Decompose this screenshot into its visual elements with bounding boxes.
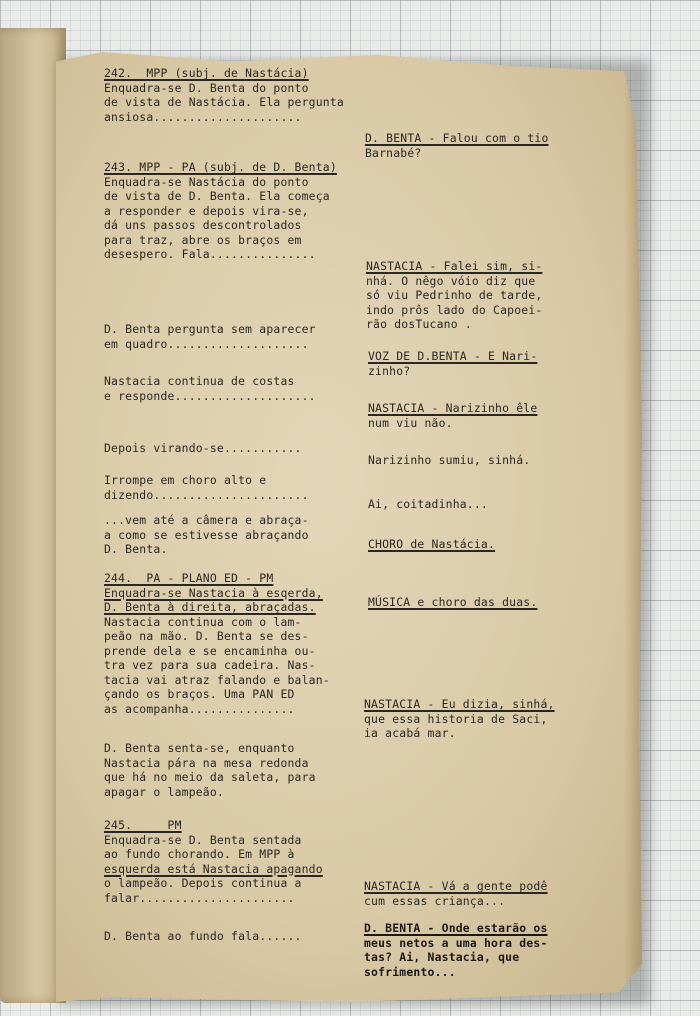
typed-line: esquerda está Nastacia apagando xyxy=(104,861,323,876)
typed-line: cum essas criança... xyxy=(364,893,506,908)
left-block xyxy=(104,818,323,905)
typed-line: D. BENTA - Onde estarão os xyxy=(364,921,548,935)
typed-line: NASTACIA - Falei sim, si- xyxy=(366,259,543,273)
typed-line: Ai, coitadinha... xyxy=(368,497,488,511)
typed-line: tra vez para sua cadeira. Nas- xyxy=(104,658,316,672)
typed-line: peão na mão. D. Benta se des- xyxy=(104,629,309,643)
typed-line: ao fundo chorando. Em MPP à xyxy=(104,847,295,861)
typed-line: D. Benta ao fundo fala...... xyxy=(104,929,302,943)
left-block xyxy=(104,473,309,502)
right-block xyxy=(364,879,548,908)
right-block xyxy=(368,453,530,468)
typed-line: Irrompe em choro alto e xyxy=(104,473,267,487)
typed-line: de vista de D. Benta. Ela começa xyxy=(104,189,330,203)
typed-line: rão dosTucano . xyxy=(366,317,472,331)
typed-line: as acompanha............... xyxy=(104,701,295,716)
left-block xyxy=(104,322,316,351)
typed-line: que há no meio da saleta, para xyxy=(104,770,316,784)
typed-line: o lampeão. Depois continua a xyxy=(104,876,302,890)
typed-line: tas? Ai, Nastacia, que xyxy=(364,950,520,964)
left-block xyxy=(104,929,302,944)
right-block xyxy=(368,537,495,552)
typed-line: 243. MPP - PA (subj. de D. Benta) xyxy=(104,160,337,174)
typed-line: e responde.................... xyxy=(104,388,316,403)
typed-line: Enquadra-se Nastácia do ponto xyxy=(104,174,309,189)
right-block xyxy=(368,497,488,512)
typed-line: para traz, abre os braços em xyxy=(104,232,302,247)
typed-line: D. Benta. xyxy=(104,542,168,556)
typed-line: indo prôs lado do Capoei- xyxy=(366,302,543,317)
typed-line: Nastacia pára na mesa redonda xyxy=(104,755,309,770)
typed-line: num viu não. xyxy=(368,415,453,430)
right-block xyxy=(366,259,542,332)
typed-line: Nastacia continua com o lam- xyxy=(104,614,302,629)
typed-line: Enquadra-se Nastacia à esqerda, xyxy=(104,585,323,600)
typed-line: MÚSICA e choro das duas. xyxy=(368,595,538,609)
right-block xyxy=(364,697,555,741)
typed-line: çando os braços. Uma PAN ED xyxy=(104,687,295,701)
typed-line: meus netos a uma hora des- xyxy=(364,935,548,950)
left-block xyxy=(104,441,302,456)
typed-line: NASTACIA - Vá a gente podê xyxy=(364,879,548,893)
left-block xyxy=(104,374,316,403)
left-block xyxy=(104,66,344,124)
typed-line: só viu Pedrinho de tarde, xyxy=(366,288,543,302)
right-block xyxy=(368,349,537,378)
typed-line: 245. PM xyxy=(104,818,182,832)
typed-line: ansiosa..................... xyxy=(104,109,302,124)
left-block xyxy=(104,571,330,716)
typed-line: Barnabé? xyxy=(365,145,422,160)
typed-line: CHORO de Nastácia. xyxy=(368,537,496,551)
right-block xyxy=(368,401,537,430)
right-block xyxy=(365,131,549,160)
typed-line: zinho? xyxy=(368,363,411,378)
typed-line: dá uns passos descontrolados xyxy=(104,218,302,232)
right-block xyxy=(364,921,548,979)
typed-line: D. Benta à direita, abraçadas. xyxy=(104,600,316,614)
typed-line: VOZ DE D.BENTA - E Nari- xyxy=(368,349,538,363)
typed-line: NASTACIA - Narizinho êle xyxy=(368,401,538,415)
typed-line: dizendo...................... xyxy=(104,487,309,502)
typed-line: ...vem até a câmera e abraça- xyxy=(104,513,309,527)
typed-line: Enquadra-se D. Benta do ponto xyxy=(104,80,309,95)
typed-line: Depois virando-se........... xyxy=(104,441,302,455)
typed-line: D. Benta senta-se, enquanto xyxy=(104,741,295,755)
typed-line: Nastacia continua de costas xyxy=(104,374,295,388)
left-block xyxy=(104,741,316,799)
typed-line: ia acabá mar. xyxy=(364,726,456,740)
typed-line: desespero. Fala............... xyxy=(104,247,316,261)
typed-line: sofrimento... xyxy=(364,964,456,979)
typed-line: apagar o lampeão. xyxy=(104,784,224,799)
typed-line: que essa historia de Saci, xyxy=(364,711,548,726)
left-block xyxy=(104,513,309,557)
typed-line: a como se estivesse abraçando xyxy=(104,527,309,542)
typed-line: 242. MPP (subj. de Nastácia) xyxy=(104,66,309,80)
typed-line: de vista de Nastácia. Ela pergunta xyxy=(104,95,344,109)
right-block xyxy=(368,595,537,610)
typed-line: D. Benta pergunta sem aparecer xyxy=(104,322,316,336)
typed-line: tacia vai atraz falando e balan- xyxy=(104,672,330,687)
typed-line: Narizinho sumiu, sinhá. xyxy=(368,453,531,467)
typed-line: em quadro.................... xyxy=(104,336,309,351)
left-block xyxy=(104,160,337,262)
typed-line: a responder e depois vira-se, xyxy=(104,203,309,218)
typed-line: prende dela e se encaminha ou- xyxy=(104,643,316,658)
typed-line: Enquadra-se D. Benta sentada xyxy=(104,832,302,847)
typed-line: falar...................... xyxy=(104,890,295,905)
typed-line: D. BENTA - Falou com o tio xyxy=(365,131,549,145)
typed-line: nhá. O nêgo vóio diz que xyxy=(366,273,536,288)
typed-line: 244. PA - PLANO ED - PM xyxy=(104,571,274,585)
typed-line: NASTACIA - Eu dizia, sinhá, xyxy=(364,697,555,711)
